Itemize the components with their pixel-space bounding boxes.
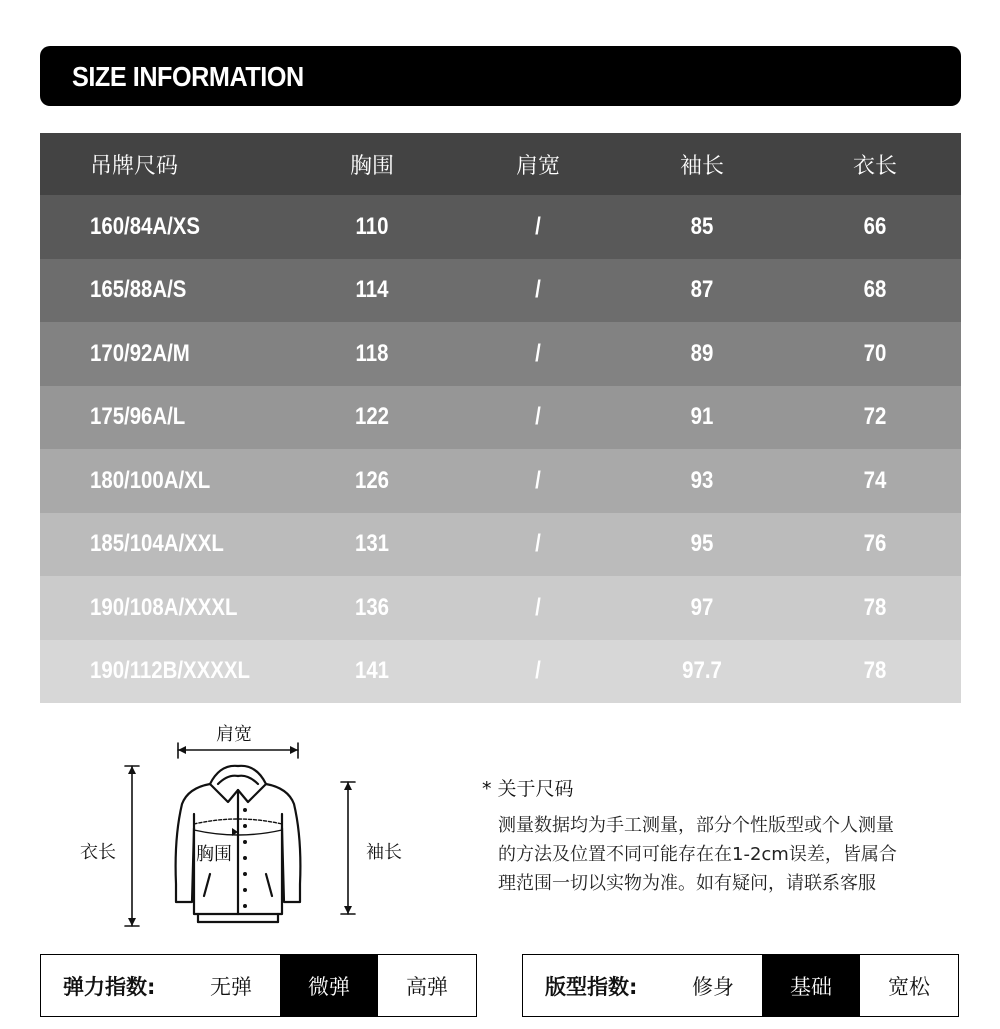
header-sleeve: 袖长 (679, 153, 724, 179)
table-header-row (40, 133, 961, 195)
title-bar (40, 46, 961, 106)
cell-chest: 122 (354, 403, 390, 431)
header-length: 衣长 (852, 153, 897, 179)
cell-size: 180/100A/XL (90, 466, 211, 494)
jacket-illustration (70, 718, 430, 938)
cell-chest: 114 (355, 276, 389, 304)
cell-shoulder: / (535, 403, 541, 431)
elasticity-option-slight: 微弹 (280, 955, 378, 1016)
table-row (40, 576, 961, 640)
cell-sleeve: 91 (690, 403, 714, 431)
cell-length: 66 (863, 212, 887, 240)
cell-shoulder: / (535, 212, 541, 240)
garment-diagram (70, 718, 430, 938)
elasticity-option-none: 无弹 (210, 974, 252, 999)
fit-index (522, 954, 959, 1017)
size-table (40, 133, 961, 703)
cell-chest: 136 (354, 593, 390, 621)
elasticity-index (40, 954, 477, 1017)
cell-sleeve: 85 (690, 212, 714, 240)
cell-sleeve: 93 (690, 466, 714, 494)
fit-label: 版型指数: (545, 974, 638, 999)
table-row (40, 195, 961, 259)
cell-chest: 141 (354, 657, 390, 685)
page-title: SIZE INFORMATION (72, 61, 304, 92)
cell-size: 165/88A/S (90, 276, 187, 304)
cell-shoulder: / (535, 466, 541, 494)
sleeve-label: 袖长 (366, 842, 402, 863)
cell-sleeve: 87 (690, 276, 714, 304)
cell-chest: 131 (354, 530, 390, 558)
cell-size: 175/96A/L (90, 403, 186, 431)
cell-chest: 118 (355, 339, 389, 367)
table-row (40, 640, 961, 704)
cell-sleeve: 97.7 (682, 657, 722, 685)
cell-length: 70 (863, 339, 887, 367)
elasticity-option-high: 高弹 (406, 974, 448, 999)
cell-sleeve: 89 (690, 339, 714, 367)
cell-size: 170/92A/M (90, 339, 190, 367)
length-label: 衣长 (80, 842, 116, 863)
cell-sleeve: 97 (690, 593, 714, 621)
note-line: 理范围一切以实物为准。如有疑问，请联系客服 (498, 873, 876, 894)
table-row (40, 259, 961, 323)
cell-shoulder: / (535, 593, 541, 621)
fit-option-regular: 基础 (762, 955, 860, 1016)
cell-chest: 110 (355, 212, 389, 240)
table-row (40, 322, 961, 386)
note-line: 的方法及位置不同可能存在在1-2cm误差，皆属合 (498, 844, 897, 865)
cell-size: 160/84A/XS (90, 212, 201, 240)
header-shoulder: 肩宽 (515, 153, 560, 179)
cell-chest: 126 (354, 466, 390, 494)
cell-size: 185/104A/XXL (90, 530, 224, 558)
size-notes (482, 774, 962, 898)
cell-length: 68 (863, 276, 887, 304)
chest-label: 胸围 (196, 840, 232, 866)
notes-body (498, 811, 948, 898)
cell-length: 78 (863, 593, 887, 621)
cell-length: 74 (863, 466, 887, 494)
cell-shoulder: / (535, 657, 541, 685)
cell-shoulder: / (535, 530, 541, 558)
table-row (40, 386, 961, 450)
cell-sleeve: 95 (690, 530, 714, 558)
shoulder-label: 肩宽 (216, 724, 252, 745)
fit-option-slim: 修身 (692, 974, 734, 999)
header-size: 吊牌尺码 (90, 153, 179, 179)
cell-size: 190/112B/XXXXL (90, 657, 250, 685)
note-line: 测量数据均为手工测量，部分个性版型或个人测量 (498, 815, 894, 836)
notes-heading: * 关于尺码 (482, 778, 574, 800)
fit-option-loose: 宽松 (888, 974, 930, 999)
table-row (40, 449, 961, 513)
header-chest: 胸围 (349, 153, 394, 179)
table-row (40, 513, 961, 577)
cell-length: 78 (863, 657, 887, 685)
cell-length: 76 (863, 530, 887, 558)
cell-size: 190/108A/XXXL (90, 593, 238, 621)
elasticity-label: 弹力指数: (63, 974, 156, 999)
cell-length: 72 (863, 403, 887, 431)
cell-shoulder: / (535, 339, 541, 367)
cell-shoulder: / (535, 276, 541, 304)
